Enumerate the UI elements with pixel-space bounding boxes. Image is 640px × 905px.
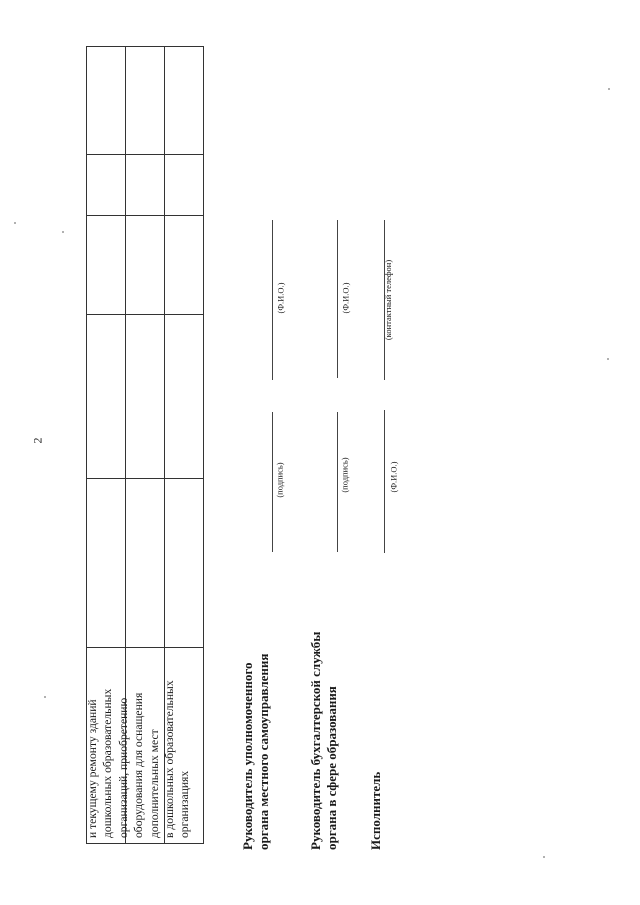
page-number: 2 [30, 437, 45, 444]
scan-speck [44, 696, 46, 698]
scan-speck [607, 358, 609, 360]
row-text-line: дошкольных образовательных [101, 688, 115, 838]
scan-speck [14, 222, 16, 224]
row-text-line: организаций, приобретению [116, 697, 130, 838]
head-sign-line [272, 412, 273, 552]
row-text-line: и текущему ремонту зданий [86, 699, 99, 838]
title-line: органа в сфере образования [324, 686, 339, 850]
scan-speck [62, 231, 64, 233]
row-text-line: оборудования для оснащения [132, 692, 146, 838]
accounting-name-line [337, 220, 338, 378]
scan-speck [543, 856, 545, 858]
accounting-signatory-title [308, 632, 340, 850]
executor-name-line [384, 410, 385, 553]
accounting-sign-line [337, 412, 338, 552]
row-description [88, 648, 204, 842]
executor-phone-caption: (контактный телефон) [383, 259, 394, 341]
head-sign-caption: (подпись) [274, 462, 285, 498]
row-text-line: в дошкольных образовательных [163, 680, 177, 838]
accounting-sign-caption: (подпись) [339, 457, 350, 493]
title-line: органа местного самоуправления [256, 653, 271, 850]
accounting-name-caption: (Ф.И.О.) [340, 282, 351, 314]
row-text-line: дополнительных мест [147, 729, 161, 838]
scan-speck [608, 88, 610, 90]
title-line: Руководитель бухгалтерской службы [308, 631, 323, 850]
row-text-line: организациях [178, 770, 192, 838]
head-name-line [272, 220, 273, 380]
title-line: Руководитель уполномоченного [240, 662, 255, 850]
executor-name-caption: (Ф.И.О.) [388, 461, 399, 493]
head-name-caption: (Ф.И.О.) [275, 282, 286, 314]
head-signatory-title [240, 654, 272, 850]
executor-title: Исполнитель [368, 771, 383, 850]
